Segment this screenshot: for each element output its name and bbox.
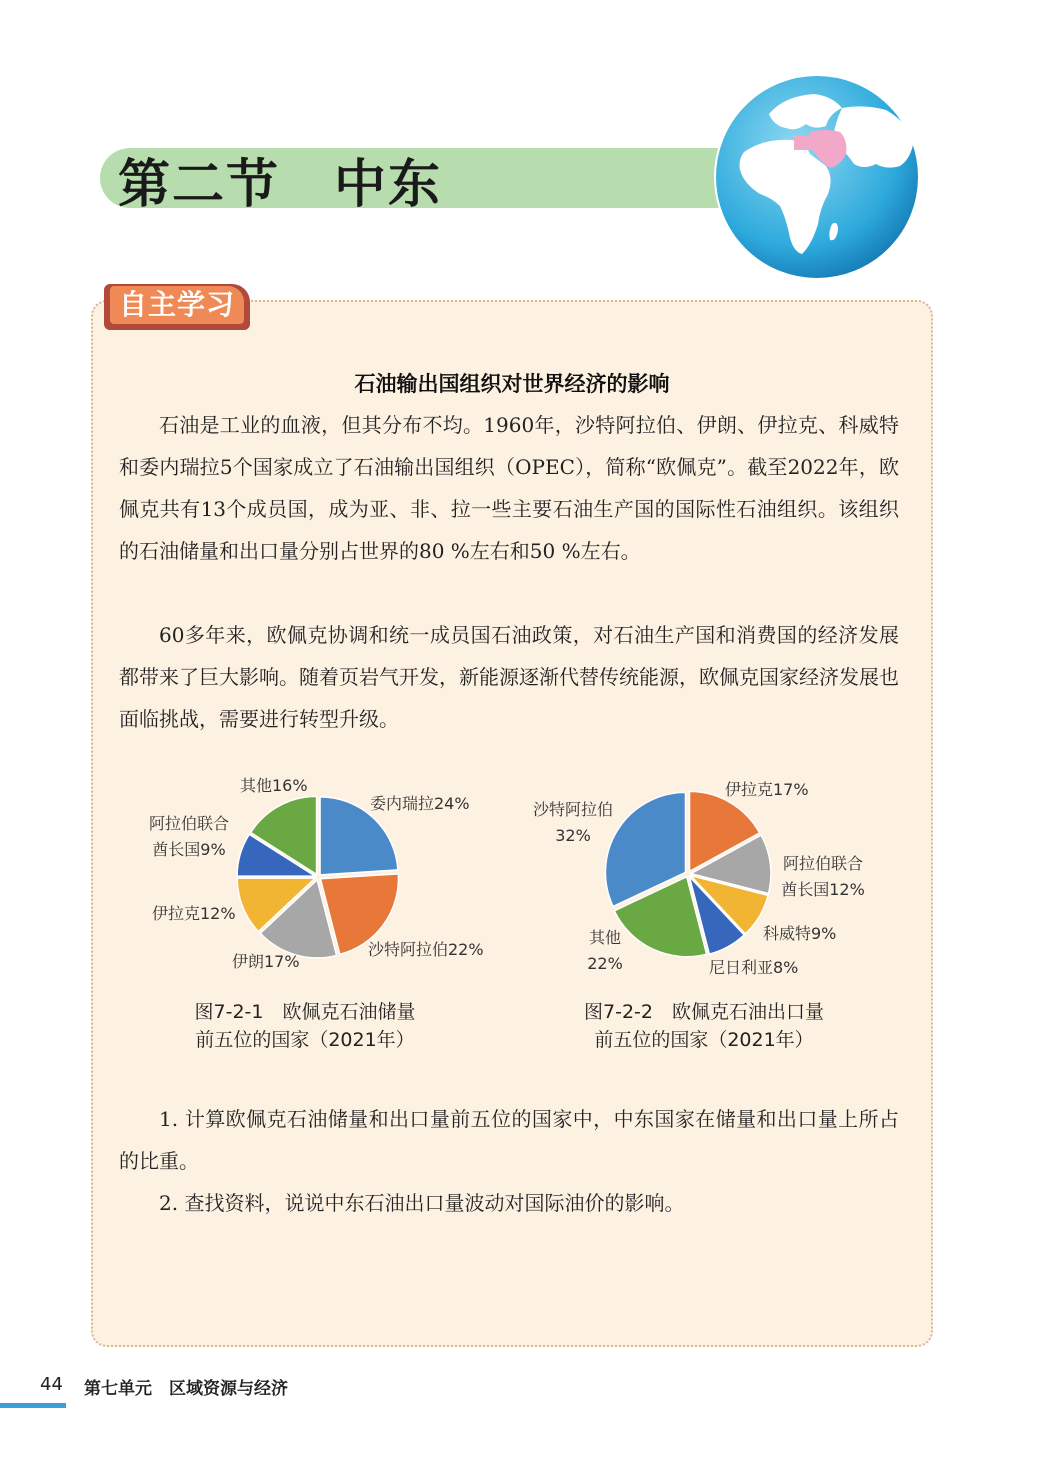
globe-illustration (714, 74, 920, 280)
caption-line: 前五位的国家（2021年） (195, 1029, 415, 1051)
pie-label: 沙特阿拉伯 (532, 800, 613, 819)
pie-label: 其他16% (240, 776, 308, 795)
pie-label: 酋长国9% (152, 840, 226, 859)
pie-label: 伊朗17% (232, 952, 300, 971)
section-tag: 自主学习 (110, 286, 244, 324)
footer-accent-line (0, 1403, 66, 1408)
article-paragraph: 60多年来，欧佩克协调和统一成员国石油政策，对石油生产国和消费国的经济发展都带来了巨大影响。随着页岩气开发，新能源逐渐代替传统能源，欧佩克国家经济发展也面临挑战，需要进行转型升级。 (119, 623, 899, 731)
pie-label: 伊拉克12% (152, 904, 236, 923)
pie-label: 阿拉伯联合 (782, 854, 863, 873)
unit-title: 第七单元 区域资源与经济 (84, 1379, 288, 1399)
pie-label: 酋长国12% (781, 880, 865, 899)
page-number: 44 (40, 1374, 63, 1395)
caption-line: 前五位的国家（2021年） (594, 1029, 814, 1051)
figure-caption (140, 998, 470, 1054)
question-item: 1. 计算欧佩克石油储量和出口量前五位的国家中，中东国家在储量和出口量上所占的比重。 (119, 1107, 899, 1173)
pie-chart-reserves (120, 770, 520, 990)
caption-line: 图7-2-2 欧佩克石油出口量 (584, 1001, 824, 1023)
pie-label: 伊拉克17% (725, 780, 809, 799)
question-item: 2. 查找资料，说说中东石油出口量波动对国际油价的影响。 (159, 1191, 685, 1215)
article-paragraph: 石油是工业的血液，但其分布不均。1960年，沙特阿拉伯、伊朗、伊拉克、科威特和委内瑞拉5个国家成立了石油输出国组织（OPEC），简称“欧佩克”。截至2022年，欧佩克共有13个成员国，成为亚、非、拉一些主要石油生产国的国际性石油组织。该组织的石油储量和出口量分别占世界的80 %左右和50 %左右。 (119, 413, 899, 563)
article-title: 石油输出国组织对世界经济的影响 (354, 372, 670, 396)
pie-label: 22% (587, 954, 623, 973)
pie-chart-exports (515, 770, 915, 990)
caption-line: 图7-2-1 欧佩克石油储量 (194, 1001, 416, 1023)
pie-label: 32% (555, 826, 591, 845)
pie-label: 委内瑞拉24% (370, 794, 470, 813)
page-title: 第二节 中东 (118, 155, 443, 215)
figure-caption (528, 998, 880, 1054)
pie-label: 科威特9% (763, 924, 837, 943)
pie-label: 沙特阿拉伯22% (368, 940, 484, 959)
pie-label: 尼日利亚8% (709, 958, 799, 977)
pie-label: 其他 (588, 928, 621, 947)
pie-label: 阿拉伯联合 (148, 814, 229, 833)
